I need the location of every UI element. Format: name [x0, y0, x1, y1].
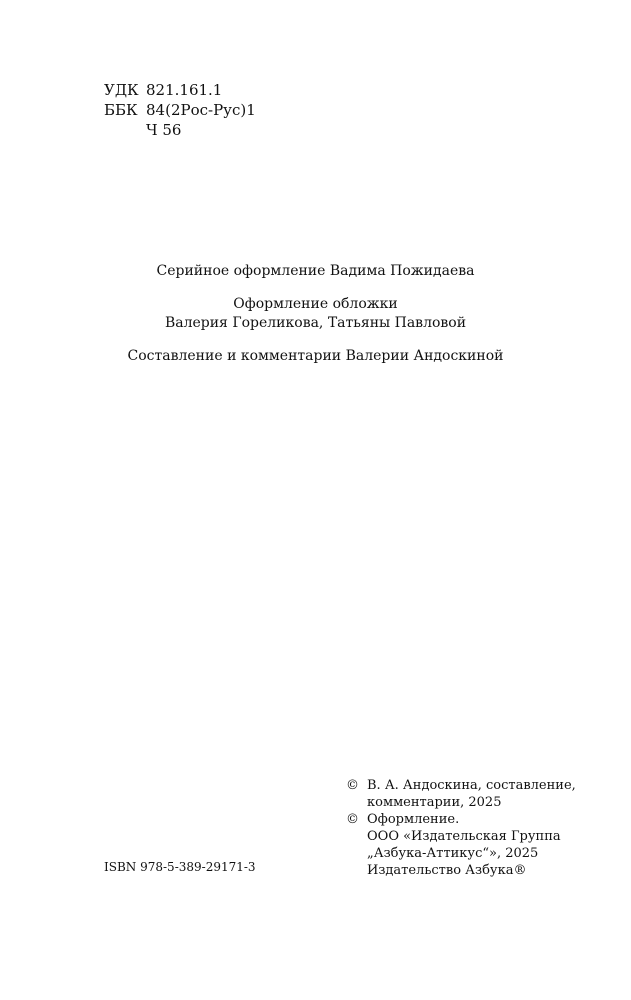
copyright-line: „Азбука-Аттикус“», 2025 — [367, 846, 539, 861]
copyright-line: В. А. Андоскина, составление, — [367, 778, 576, 793]
copyright-line: Оформление. — [367, 812, 460, 827]
series-design-credit: Серийное оформление Вадима Пожидаева — [156, 263, 475, 279]
author-sign: Ч 56 — [146, 121, 182, 139]
classification-block — [104, 80, 256, 140]
credits-block — [0, 262, 631, 366]
udk-label: УДК — [104, 81, 139, 99]
udk-row — [104, 80, 256, 100]
copyright-sign: © — [346, 812, 359, 827]
copyright-entry-compiler — [346, 777, 576, 811]
udk-value: 821.161.1 — [146, 81, 223, 99]
cover-design-title: Оформление обложки — [233, 296, 398, 312]
compilation-credit: Составление и комментарии Валерии Андоскиной — [127, 348, 504, 364]
author-sign-row — [104, 120, 256, 140]
isbn: ISBN 978-5-389-29171-3 — [104, 860, 256, 874]
copyright-line: ООО «Издательская Группа — [367, 829, 561, 844]
copyright-line: комментарии, 2025 — [367, 795, 502, 810]
copyright-sign: © — [346, 778, 359, 793]
bbk-row — [104, 100, 256, 120]
bbk-label: ББК — [104, 101, 138, 119]
bbk-value: 84(2Рос-Рус)1 — [146, 101, 256, 119]
copyright-line: Издательство Азбука® — [367, 863, 527, 878]
cover-design-names: Валерия Гореликова, Татьяны Павловой — [164, 315, 467, 331]
copyright-entry-design — [346, 811, 576, 879]
copyright-block — [346, 777, 576, 879]
